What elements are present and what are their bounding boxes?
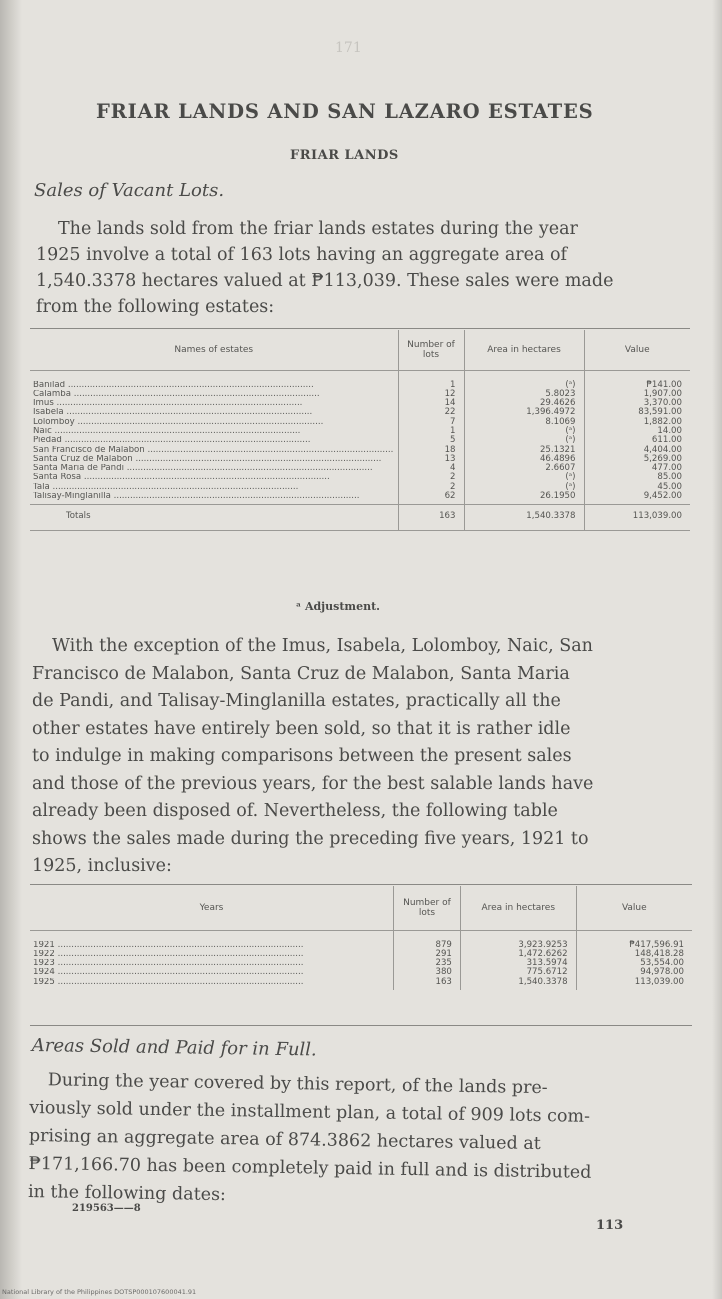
estate-value-6: 14.00 (657, 425, 682, 436)
column-header-value: Value (576, 886, 692, 930)
year-label-4: 1924 .......................................................................................... (33, 968, 304, 978)
page-subtitle: FRIAR LANDS (290, 148, 399, 163)
lots-column (398, 370, 464, 505)
text-line: With the exception of the Imus, Isabela, Lolomboy, Naic, San (52, 636, 593, 656)
estate-lots-1: 1 (450, 379, 456, 390)
estate-names-column (30, 370, 398, 505)
estate-value-12: 45.00 (657, 481, 682, 492)
text-line: 1925 involve a total of 163 lots having an aggregate area of (36, 245, 568, 265)
text-line: de Pandi, and Talisay-Minglanilla estates, practically all the (32, 691, 561, 711)
year-lots-3: 235 (435, 958, 452, 969)
year-label-1: 1921 .......................................................................................... (33, 940, 304, 950)
estate-area-3: 29.4626 (539, 398, 576, 409)
years-column (30, 930, 394, 990)
estate-lots-5: 7 (450, 416, 456, 427)
paragraph-comparison (32, 633, 593, 881)
text-line: to indulge in making comparisons between the present sales (32, 746, 572, 766)
year-lots-1: 879 (435, 939, 452, 950)
estate-name-5: Lolomboy .......................................................................................... (33, 417, 324, 427)
text-line: already been disposed of. Nevertheless, the following table (32, 801, 558, 821)
estate-name-9: Santa Cruz de Malabon .......................................................................................... (33, 454, 382, 464)
year-area-3: 313.5974 (526, 958, 568, 969)
estate-value-3: 3,370.00 (643, 398, 682, 409)
estate-area-4: 1,396.4972 (526, 407, 576, 418)
estate-area-12: (ᵃ) (565, 481, 576, 492)
estate-lots-8: 18 (444, 444, 456, 455)
page-shadow-right (712, 0, 722, 1299)
estate-name-10: Santa Maria de Pandi .......................................................................................... (33, 464, 373, 474)
year-value-5: 113,039.00 (634, 976, 684, 987)
year-label-2: 1922 .......................................................................................... (33, 949, 304, 959)
estate-value-9: 5,269.00 (643, 453, 682, 464)
value-column (576, 930, 692, 990)
estate-area-9: 46.4896 (539, 453, 576, 464)
table-bottom-rule (30, 1025, 692, 1026)
faint-page-marker: 171 (335, 40, 362, 56)
estate-area-7: (ᵃ) (565, 435, 576, 446)
column-header-lots: Number of lots (394, 886, 461, 930)
text-line: 1925, inclusive: (32, 856, 172, 876)
year-value-3: 53,554.00 (640, 958, 684, 969)
estate-value-2: 1,907.00 (643, 388, 682, 399)
page-number: 113 (596, 1218, 624, 1233)
column-header-area: Area in hectares (464, 330, 584, 370)
scan-credit: National Library of the Philippines DOTSP000107600041.91 (2, 1288, 197, 1296)
text-line: shows the sales made during the preceding five years, 1921 to (32, 828, 589, 849)
column-header-lots: Number of lots (398, 330, 464, 370)
text-line: other estates have entirely been sold, so that it is rather idle (32, 718, 571, 739)
estate-value-1: ₱141.00 (646, 379, 682, 390)
year-value-2: 148,418.28 (634, 948, 684, 959)
estate-value-4: 83,591.00 (638, 407, 682, 418)
estates-sales-table (30, 330, 690, 531)
table-body (30, 370, 690, 505)
year-lots-5: 163 (435, 976, 452, 987)
table-top-rule (30, 884, 692, 885)
year-label-3: 1923 .......................................................................................... (33, 959, 304, 969)
estate-value-10: 477.00 (651, 463, 682, 474)
estate-value-7: 611.00 (651, 435, 682, 446)
text-line: The lands sold from the friar lands estates during the year (58, 219, 578, 239)
estate-area-13: 26.1950 (539, 491, 576, 502)
yearly-sales-table (30, 886, 692, 990)
estate-value-8: 4,404.00 (643, 444, 682, 455)
estate-area-8: 25.1321 (539, 444, 576, 455)
text-line: During the year covered by this report, of the lands pre- (47, 1070, 548, 1099)
text-line: prising an aggregate area of 874.3862 hectares valued at (28, 1125, 541, 1155)
value-column (584, 370, 690, 505)
estate-lots-13: 62 (444, 491, 456, 502)
area-column (460, 930, 576, 990)
table-top-rule (30, 328, 690, 329)
estate-lots-9: 13 (444, 453, 456, 464)
estate-lots-3: 14 (444, 398, 456, 409)
year-area-5: 1,540.3378 (518, 976, 568, 987)
estate-name-7: Piedad .......................................................................................... (33, 436, 311, 446)
year-lots-2: 291 (435, 948, 452, 959)
year-value-1: ₱417,596.91 (629, 939, 684, 950)
page-shadow-left (0, 0, 22, 1299)
year-label-5: 1925 .......................................................................................... (33, 977, 304, 987)
estate-area-1: (ᵃ) (565, 379, 576, 390)
estate-area-11: (ᵃ) (565, 472, 576, 483)
section-heading-paid-in-full: Areas Sold and Paid for in Full. (31, 1035, 317, 1061)
estate-lots-10: 4 (450, 463, 456, 474)
text-line: Francisco de Malabon, Santa Cruz de Malabon, Santa Maria (32, 663, 570, 684)
estate-lots-12: 2 (450, 481, 456, 492)
text-line: from the following estates: (36, 297, 275, 317)
estate-lots-6: 1 (450, 425, 456, 436)
section-heading-sales: Sales of Vacant Lots. (34, 180, 225, 201)
text-line: and those of the previous years, for the best salable lands have (32, 773, 594, 794)
year-area-4: 775.6712 (526, 967, 568, 978)
table-footnote: ᵃ Adjustment. (296, 600, 380, 613)
estate-area-6: (ᵃ) (565, 425, 576, 436)
estate-name-8: San Francisco de Malabon .......................................................................................... (33, 445, 393, 455)
estate-name-2: Calamba .......................................................................................... (33, 389, 320, 399)
estate-lots-11: 2 (450, 472, 456, 483)
estate-lots-2: 12 (444, 388, 456, 399)
lots-column (394, 930, 461, 990)
estate-name-11: Santa Rosa .......................................................................................... (33, 473, 330, 483)
estate-lots-4: 22 (444, 407, 456, 418)
column-header-area: Area in hectares (460, 886, 576, 930)
estate-value-5: 1,882.00 (643, 416, 682, 427)
paragraph-paid-in-full (28, 1066, 593, 1215)
area-column (464, 370, 584, 505)
column-header-estate: Names of estates (30, 330, 398, 370)
paragraph-sales-intro (36, 216, 613, 320)
estate-name-4: Isabela .......................................................................................... (33, 408, 313, 418)
estate-area-10: 2.6607 (545, 463, 576, 474)
page-title: FRIAR LANDS AND SAN LAZARO ESTATES (96, 100, 594, 123)
estate-name-12: Tala .......................................................................................... (33, 482, 299, 492)
text-line: ₱171,166.70 has been completely paid in full and is distributed (28, 1153, 592, 1183)
text-line: viously sold under the installment plan, a total of 909 lots com- (29, 1097, 591, 1127)
estate-name-6: Naic .......................................................................................... (33, 426, 301, 436)
printer-signature: 219563——8 (72, 1203, 141, 1214)
totals-area: 1,540.3378 (464, 505, 584, 530)
column-header-value: Value (584, 330, 690, 370)
estate-name-13: Talisay-Minglanilla .......................................................................................... (33, 492, 360, 502)
estate-area-5: 8.1069 (545, 416, 576, 427)
year-value-4: 94,978.00 (640, 967, 684, 978)
estate-area-2: 5.8023 (545, 388, 576, 399)
text-line: in the following dates: (27, 1181, 227, 1206)
estate-value-11: 85.00 (657, 472, 682, 483)
totals-label: Totals (30, 505, 398, 530)
estate-lots-7: 5 (450, 435, 456, 446)
year-area-1: 3,923.9253 (518, 939, 568, 950)
estate-name-1: Banilad .......................................................................................... (33, 380, 314, 390)
estate-name-3: Imus .......................................................................................... (33, 399, 303, 409)
table-body (30, 930, 692, 990)
column-header-year: Years (30, 886, 394, 930)
totals-lots: 163 (398, 505, 464, 530)
year-lots-4: 380 (435, 967, 452, 978)
year-area-2: 1,472.6262 (518, 948, 568, 959)
estate-value-13: 9,452.00 (643, 491, 682, 502)
totals-row (30, 505, 690, 530)
text-line: 1,540.3378 hectares valued at ₱113,039. These sales were made (36, 271, 614, 291)
totals-value: 113,039.00 (584, 505, 690, 530)
